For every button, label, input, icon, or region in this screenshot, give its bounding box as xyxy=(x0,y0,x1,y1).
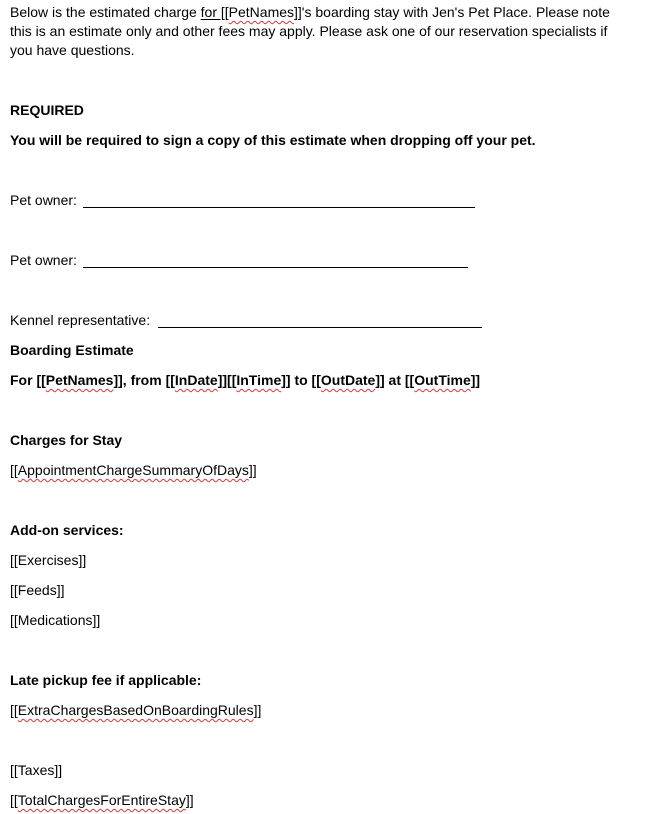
taxes-field: [[Taxes]] xyxy=(10,762,63,778)
intro-text-start: Below is the estimated charge xyxy=(10,4,201,20)
intro-paragraph xyxy=(10,3,630,60)
estimate-from-text: ]], from [[ xyxy=(113,372,175,388)
pet-owner-signature-2[interactable] xyxy=(10,251,475,270)
estimate-summary-line xyxy=(10,371,480,390)
pet-owner-label-2: Pet owner: xyxy=(10,252,77,268)
required-note: You will be required to sign a copy of this estimate when dropping off your pet. xyxy=(10,132,536,148)
charges-heading: Charges for Stay xyxy=(10,432,123,448)
estimate-for-prefix: For [[ xyxy=(10,372,46,388)
boarding-estimate-heading: Boarding Estimate xyxy=(10,342,134,358)
estimate-close-text: ]] xyxy=(470,372,481,388)
estimate-at-text: ]] at [[ xyxy=(375,372,415,388)
estimate-petnames-field: PetNames xyxy=(45,372,114,388)
late-pickup-field xyxy=(10,701,261,720)
charges-open: [[ xyxy=(10,462,18,478)
late-pickup-heading: Late pickup fee if applicable: xyxy=(10,672,202,688)
total-close: ]] xyxy=(185,792,194,808)
charges-summary xyxy=(10,461,257,480)
estimate-outdate-field: OutDate xyxy=(320,372,376,388)
total-charges xyxy=(10,791,194,810)
addons-heading: Add-on services: xyxy=(10,522,124,538)
pet-owner-label-1: Pet owner: xyxy=(10,192,77,208)
signature-line-2 xyxy=(83,267,468,268)
late-pickup-close: ]] xyxy=(253,702,262,718)
signature-line-1 xyxy=(83,207,475,208)
kennel-rep-label: Kennel representative: xyxy=(10,312,151,328)
estimate-to-text: ]] to [[ xyxy=(281,372,321,388)
kennel-rep-signature[interactable] xyxy=(10,311,488,330)
total-open: [[ xyxy=(10,792,18,808)
intro-petnames-field: PetNames xyxy=(228,4,295,20)
estimate-between-text: ]][[ xyxy=(217,372,237,388)
addons-feeds: [[Feeds]] xyxy=(10,582,65,598)
required-heading: REQUIRED xyxy=(10,102,84,118)
late-pickup-open: [[ xyxy=(10,702,18,718)
addons-medications: [[Medications]] xyxy=(10,612,101,628)
estimate-indate-field: InDate xyxy=(174,372,218,388)
late-pickup-extra-charges-field: ExtraChargesBasedOnBoardingRules xyxy=(17,702,254,718)
addons-exercises: [[Exercises]] xyxy=(10,552,87,568)
intro-for-link: for [[ xyxy=(200,4,229,20)
signature-line-3 xyxy=(158,327,482,328)
intro-text-end: ]]'s boarding stay with Jen's Pet Place. Please note this is an estimate only and other fees may apply. Please ask one of our reservation specialists if you have questions. xyxy=(10,4,610,58)
pet-owner-signature-1[interactable] xyxy=(10,191,480,210)
charges-summary-field: AppointmentChargeSummaryOfDays xyxy=(17,462,249,478)
charges-close: ]] xyxy=(248,462,257,478)
total-charges-field: TotalChargesForEntireStay xyxy=(17,792,186,808)
estimate-outtime-field: OutTime xyxy=(414,372,471,388)
estimate-intime-field: InTime xyxy=(236,372,282,388)
